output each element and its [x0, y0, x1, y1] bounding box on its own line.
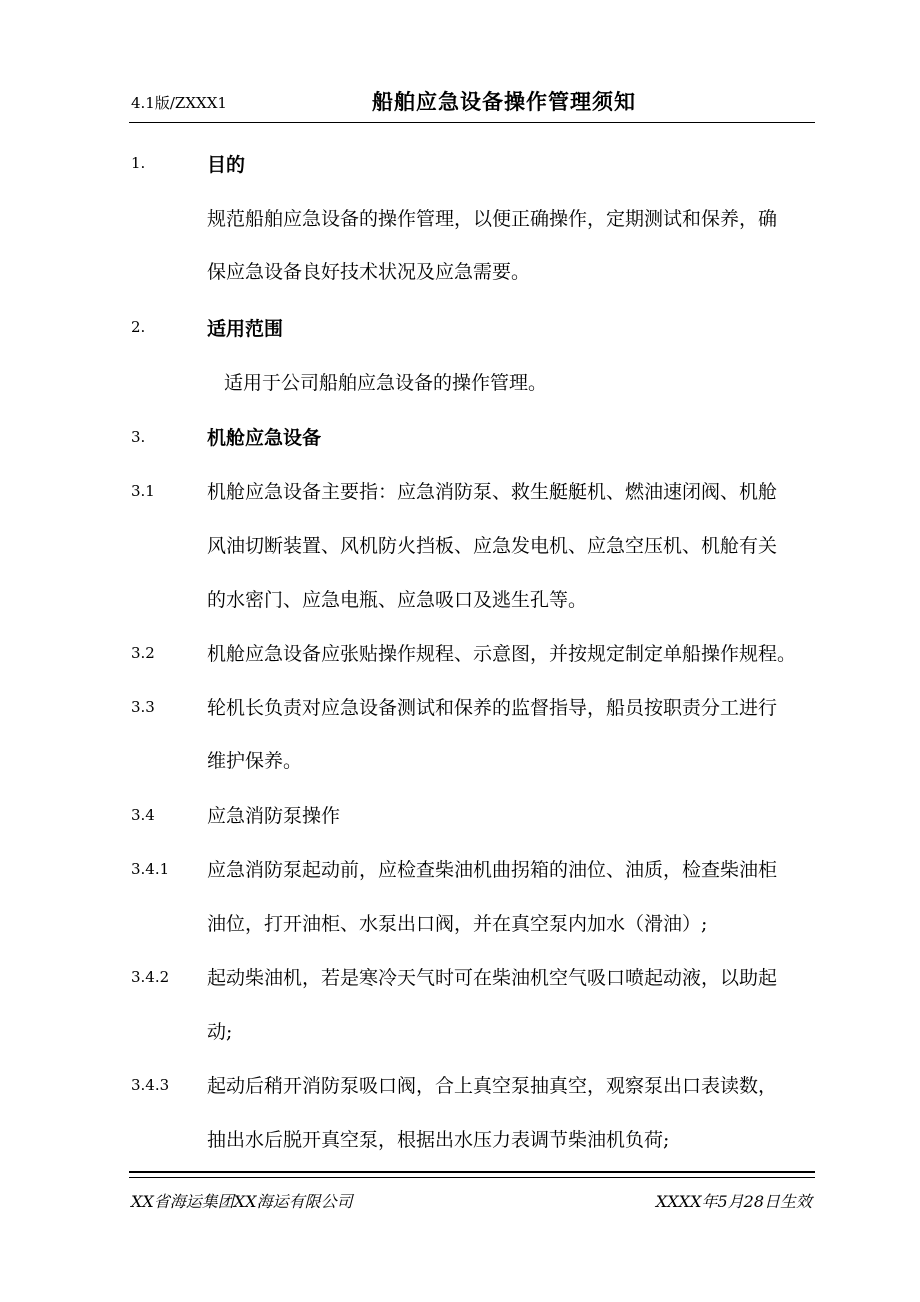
footer-effective-date: XXXX年5月28日生效: [655, 1192, 812, 1211]
section-3-4-2-line-2: 动;: [207, 1021, 233, 1043]
footer-divider-thin: [129, 1177, 815, 1178]
section-3-4-2-number: 3.4.2: [131, 968, 170, 986]
section-3-1-line-3: 的水密门、应急电瓶、应急吸口及逃生孔等。: [207, 589, 588, 611]
section-3-3-line-2: 维护保养。: [207, 750, 303, 772]
section-3-2-line-1: 机舱应急设备应张贴操作规程、示意图，并按规定制定单船操作规程。: [207, 643, 797, 665]
document-title: 船舶应急设备操作管理须知: [372, 89, 636, 114]
section-3-2-number: 3.2: [131, 644, 155, 662]
header-divider: [129, 122, 815, 123]
section-3-4-3-line-2: 抽出水后脱开真空泵，根据出水压力表调节柴油机负荷;: [207, 1129, 670, 1151]
section-3-1-number: 3.1: [131, 482, 155, 500]
section-3-4-3-line-1: 起动后稍开消防泵吸口阀，合上真空泵抽真空，观察泵出口表读数，: [207, 1075, 778, 1097]
document-version: 4.1版/ZXXX1: [131, 94, 227, 112]
section-3-4-1-line-2: 油位，打开油柜、水泵出口阀，并在真空泵内加水（滑油）;: [207, 913, 708, 935]
footer-divider-thick: [129, 1171, 815, 1173]
section-2-line-1: 适用于公司船舶应急设备的操作管理。: [224, 372, 548, 394]
section-1-line-1: 规范船舶应急设备的操作管理，以便正确操作，定期测试和保养，确: [207, 208, 778, 230]
section-3-4-2-line-1: 起动柴油机，若是寒冷天气时可在柴油机空气吸口喷起动液，以助起: [207, 967, 778, 989]
footer-company: XX省海运集团XX海运有限公司: [131, 1192, 353, 1211]
section-1-line-2: 保应急设备良好技术状况及应急需要。: [207, 261, 531, 283]
section-3-3-line-1: 轮机长负责对应急设备测试和保养的监督指导，船员按职责分工进行: [207, 697, 778, 719]
section-3-number: 3.: [131, 428, 146, 446]
section-1-number: 1.: [131, 154, 146, 172]
section-3-3-number: 3.3: [131, 698, 155, 716]
section-1-title: 目的: [207, 154, 246, 176]
section-3-4-number: 3.4: [131, 806, 155, 824]
section-3-4-1-line-1: 应急消防泵起动前，应检查柴油机曲拐箱的油位、油质，检查柴油柜: [207, 859, 778, 881]
section-2-title: 适用范围: [207, 318, 284, 340]
section-3-1-line-1: 机舱应急设备主要指：应急消防泵、救生艇艇机、燃油速闭阀、机舱: [207, 481, 778, 503]
section-3-4-line-1: 应急消防泵操作: [207, 805, 341, 827]
section-2-number: 2.: [131, 318, 146, 336]
section-3-title: 机舱应急设备: [207, 427, 322, 449]
section-3-4-1-number: 3.4.1: [131, 860, 170, 878]
section-3-1-line-2: 风油切断装置、风机防火挡板、应急发电机、应急空压机、机舱有关: [207, 535, 778, 557]
section-3-4-3-number: 3.4.3: [131, 1076, 170, 1094]
